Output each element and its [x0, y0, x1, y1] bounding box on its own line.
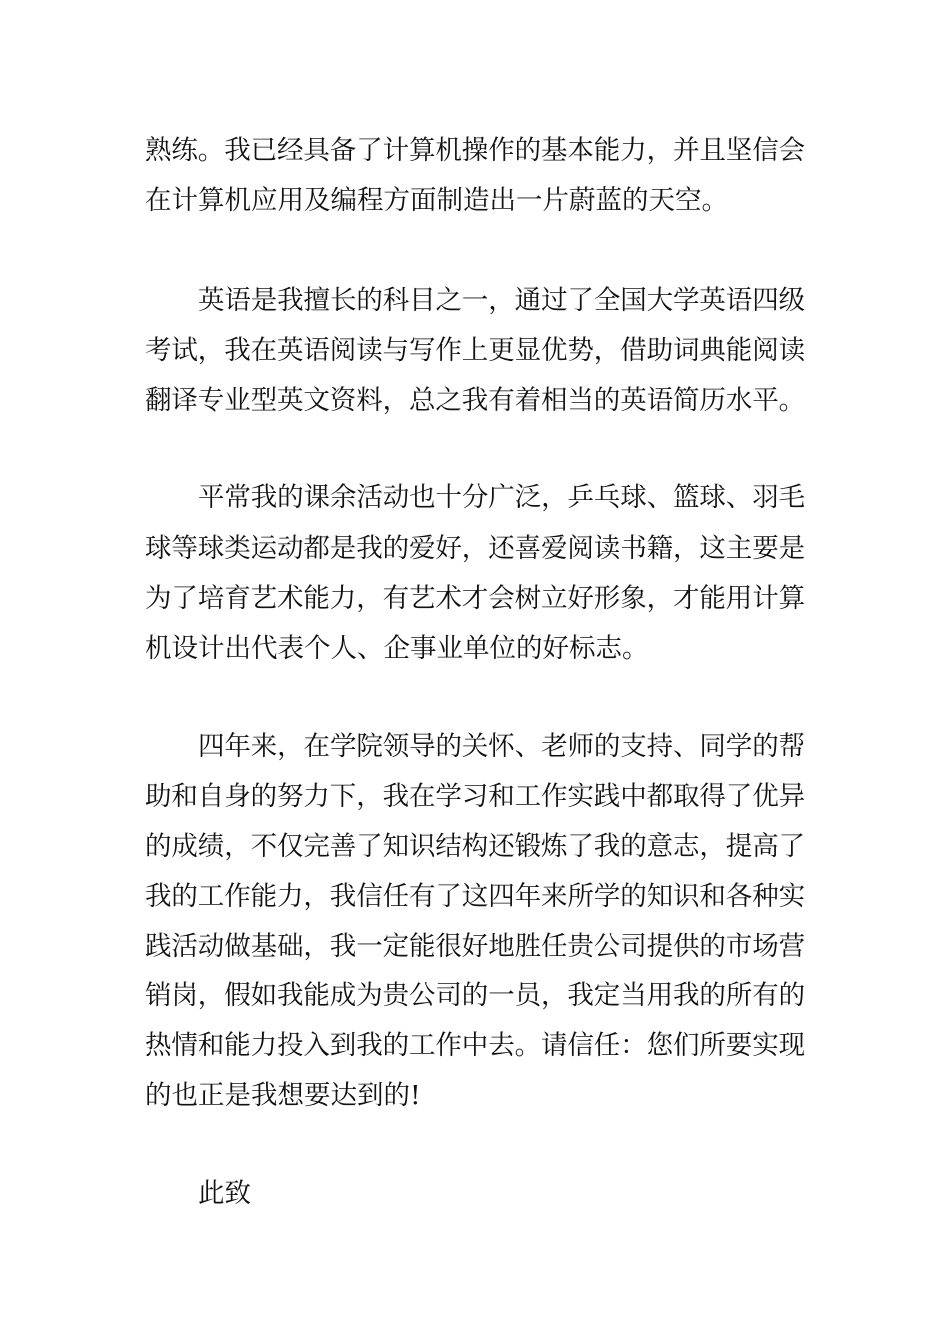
paragraph-1-line-1: 熟练。我已经具备了计算机操作的基本能力，并且坚信会 — [145, 135, 805, 166]
paragraph-1-line-2: 在计算机应用及编程方面制造出一片蔚蓝的天空。 — [145, 185, 728, 216]
paragraph-2-line-3: 翻译专业型英文资料，总之我有着相当的英语简历水平。 — [145, 385, 805, 416]
paragraph-4-line-1: 四年来，在学院领导的关怀、老师的支持、同学的帮 — [198, 731, 805, 762]
paragraph-4-line-7: 热情和能力投入到我的工作中去。请信任：您们所要实现 — [145, 1030, 805, 1061]
paragraph-2-line-2: 考试，我在英语阅读与写作上更显优势，借助词典能阅读 — [145, 335, 805, 366]
paragraph-4-line-5: 践活动做基础，我一定能很好地胜任贵公司提供的市场营 — [145, 931, 805, 962]
paragraph-3-line-2: 球等球类运动都是我的爱好，还喜爱阅读书籍，这主要是 — [145, 533, 805, 564]
paragraph-3-line-1: 平常我的课余活动也十分广泛，乒乓球、篮球、羽毛 — [198, 482, 805, 513]
paragraph-4-line-4: 我的工作能力，我信任有了这四年来所学的知识和各种实 — [145, 881, 805, 912]
paragraph-4-line-3: 的成绩，不仅完善了知识结构还锻炼了我的意志，提高了 — [145, 831, 805, 862]
paragraph-4-line-2: 助和自身的努力下，我在学习和工作实践中都取得了优异 — [145, 781, 805, 812]
paragraph-3-line-4: 机设计出代表个人、企事业单位的好标志。 — [145, 633, 649, 664]
paragraph-2-line-1: 英语是我擅长的科目之一，通过了全国大学英语四级 — [198, 285, 805, 316]
paragraph-4-line-6: 销岗，假如我能成为贵公司的一员，我定当用我的所有的 — [145, 980, 805, 1011]
paragraph-3-line-3: 为了培育艺术能力，有艺术才会树立好形象，才能用计算 — [145, 583, 805, 614]
closing-salutation: 此致 — [198, 1178, 251, 1209]
paragraph-4-line-8: 的也正是我想要达到的! — [145, 1080, 421, 1111]
